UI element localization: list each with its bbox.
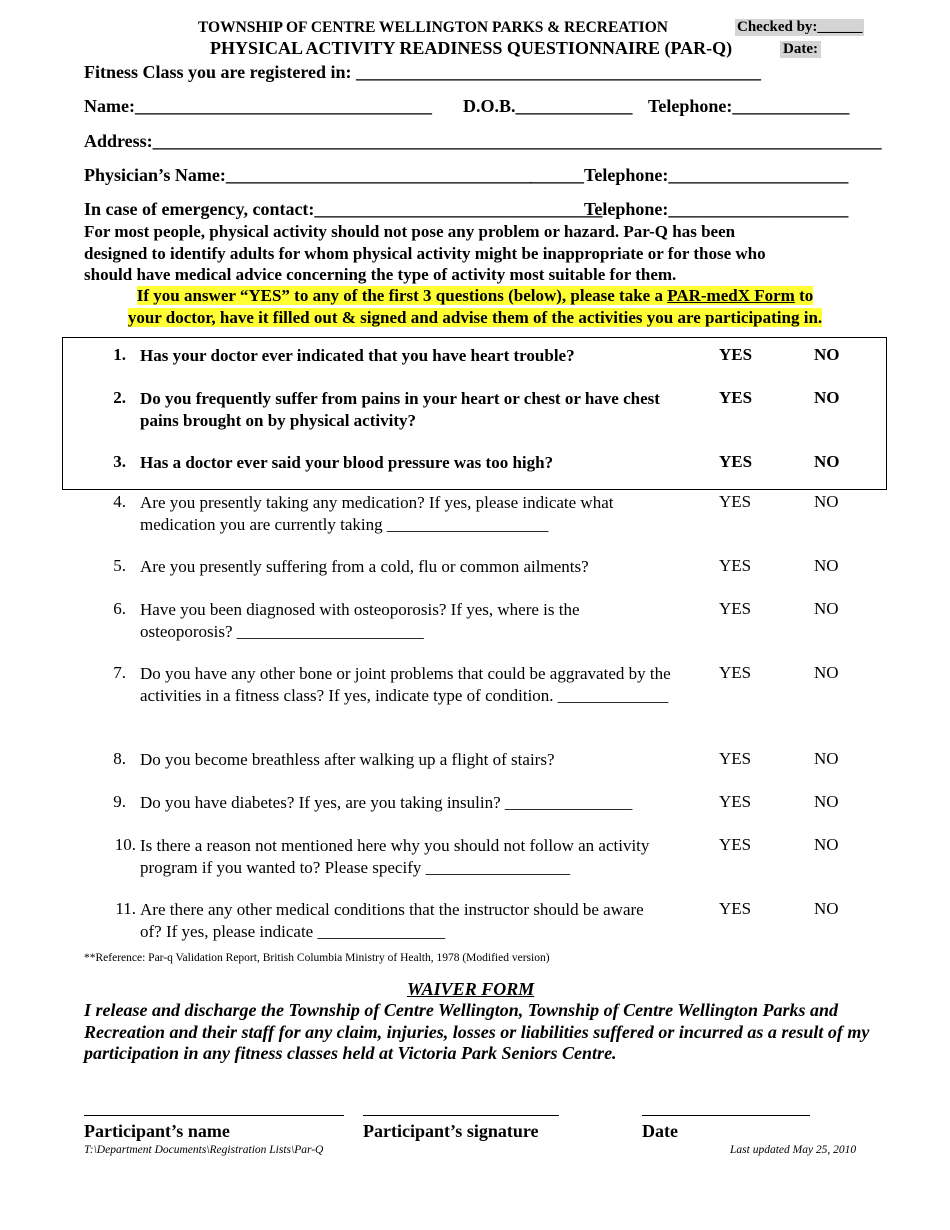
fitness-class-field[interactable]: Fitness Class you are registered in: _____________________________________________ — [84, 62, 761, 82]
no-option[interactable]: NO — [814, 492, 839, 511]
date-signature-label: Date — [642, 1121, 678, 1141]
question-text: Is there a reason not mentioned here why you should not follow an activity program if you wanted to? Please specify _________________ — [140, 836, 650, 877]
yes-option[interactable]: YES — [719, 388, 753, 407]
instruction-text: If you answer “YES” to any of the first 3 questions (below), please take a — [136, 286, 668, 305]
question-text: Have you been diagnosed with osteoporosis? If yes, where is the osteoporosis? ______________________ — [140, 600, 580, 641]
no-option[interactable]: NO — [814, 556, 839, 575]
question-text: Are you presently taking any medication? If yes, please indicate what medication you are currently taking ___________________ — [140, 493, 614, 534]
emergency-contact-field[interactable]: In case of emergency, contact:________________________________ — [84, 199, 603, 219]
waiver-title: WAIVER FORM — [407, 979, 535, 999]
yes-option[interactable]: YES — [719, 749, 752, 768]
yes-option[interactable]: YES — [719, 556, 752, 575]
no-option[interactable]: NO — [814, 899, 839, 918]
question-number: 4. — [113, 492, 126, 511]
date-label: Date: — [780, 41, 821, 58]
question-number: 3. — [113, 452, 126, 471]
participant-signature-label: Participant’s signature — [363, 1121, 539, 1141]
intro-paragraph — [84, 221, 884, 286]
reference-note: **Reference: Par-q Validation Report, British Columbia Ministry of Health, 1978 (Modified version) — [84, 952, 550, 964]
no-option[interactable]: NO — [814, 749, 839, 768]
instruction-text-end: to — [794, 286, 814, 305]
name-field[interactable]: Name:_________________________________ — [84, 96, 432, 116]
par-medx-form-link[interactable]: PAR-medX Form — [667, 286, 795, 305]
question-number: 5. — [113, 556, 126, 575]
question-number: 8. — [113, 749, 126, 768]
yes-option[interactable]: YES — [719, 792, 752, 811]
highlighted-instruction — [84, 285, 866, 328]
question-number: 11. — [115, 899, 136, 918]
waiver-text: I release and discharge the Township of Centre Wellington, Township of Centre Wellington Parks and Recreation and their staff for any claim, injuries, losses or liabilities suffered or incurred as a result of my participation in any fitness classes held at Victoria Park Seniors Centre. — [84, 1000, 870, 1063]
question-text: Do you have diabetes? If yes, are you taking insulin? _______________ — [140, 793, 633, 812]
checked-by-label: Checked by:______ — [737, 19, 863, 35]
form-title: PHYSICAL ACTIVITY READINESS QUESTIONNAIRE (PAR-Q) — [210, 38, 733, 58]
physician-name-field[interactable]: Physician’s Name:__________________________________ — [84, 165, 532, 185]
last-updated: Last updated May 25, 2010 — [730, 1144, 857, 1156]
physician-telephone-field[interactable]: ______Telephone:____________________ — [530, 165, 849, 185]
no-option[interactable]: NO — [814, 663, 839, 682]
question-number: 1. — [113, 345, 126, 364]
no-option[interactable]: NO — [814, 792, 839, 811]
no-option[interactable]: NO — [814, 345, 840, 364]
yes-option[interactable]: YES — [719, 452, 753, 471]
question-text: Are there any other medical conditions that the instructor should be aware of? If yes, please indicate _______________ — [140, 900, 644, 941]
participant-name-line[interactable] — [84, 1115, 344, 1116]
file-path: T:\Department Documents\Registration Lists\Par-Q — [84, 1144, 324, 1156]
question-number: 10. — [114, 835, 136, 854]
emergency-telephone-field[interactable]: Telephone:____________________ — [584, 199, 849, 219]
yes-option[interactable]: YES — [719, 835, 752, 854]
instruction-line-2: your doctor, have it filled out & signed and advise them of the activities you are participating in. — [127, 307, 823, 327]
no-option[interactable]: NO — [814, 599, 839, 618]
organization-name: TOWNSHIP OF CENTRE WELLINGTON PARKS & RECREATION — [198, 19, 668, 36]
date-line[interactable] — [642, 1115, 810, 1116]
intro-line-3: should have medical advice concerning the type of activity most suitable for them. — [84, 265, 677, 284]
yes-option[interactable]: YES — [719, 599, 752, 618]
intro-line-1: For most people, physical activity should not pose any problem or hazard. Par-Q has been — [84, 222, 736, 241]
yes-option[interactable]: YES — [719, 899, 752, 918]
question-number: 7. — [113, 663, 126, 682]
question-number: 9. — [113, 792, 126, 811]
telephone-field[interactable]: Telephone:_____________ — [648, 96, 850, 116]
question-text: Are you presently suffering from a cold, flu or common ailments? — [140, 557, 589, 576]
question-text: Do you have any other bone or joint problems that could be aggravated by the activities in a fitness class? If yes, indicate type of condition. _____________ — [140, 664, 671, 705]
question-text: Do you become breathless after walking up a flight of stairs? — [140, 750, 555, 769]
yes-option[interactable]: YES — [719, 345, 753, 364]
question-text: Has your doctor ever indicated that you have heart trouble? — [140, 346, 575, 365]
address-field[interactable]: Address:_________________________________________________________________________________ — [84, 131, 882, 151]
participant-signature-line[interactable] — [363, 1115, 559, 1116]
yes-option[interactable]: YES — [719, 663, 752, 682]
question-number: 2. — [113, 388, 126, 407]
no-option[interactable]: NO — [814, 835, 839, 854]
question-number: 6. — [113, 599, 126, 618]
participant-name-label: Participant’s name — [84, 1121, 230, 1141]
no-option[interactable]: NO — [814, 452, 840, 471]
intro-line-2: designed to identify adults for whom physical activity might be inappropriate or for those who — [84, 243, 766, 263]
no-option[interactable]: NO — [814, 388, 840, 407]
question-text: Do you frequently suffer from pains in your heart or chest or have chest pains brought on by physical activity? — [140, 389, 660, 430]
question-text: Has a doctor ever said your blood pressure was too high? — [140, 453, 554, 472]
yes-option[interactable]: YES — [719, 492, 752, 511]
dob-field[interactable]: D.O.B._____________ — [463, 96, 633, 116]
